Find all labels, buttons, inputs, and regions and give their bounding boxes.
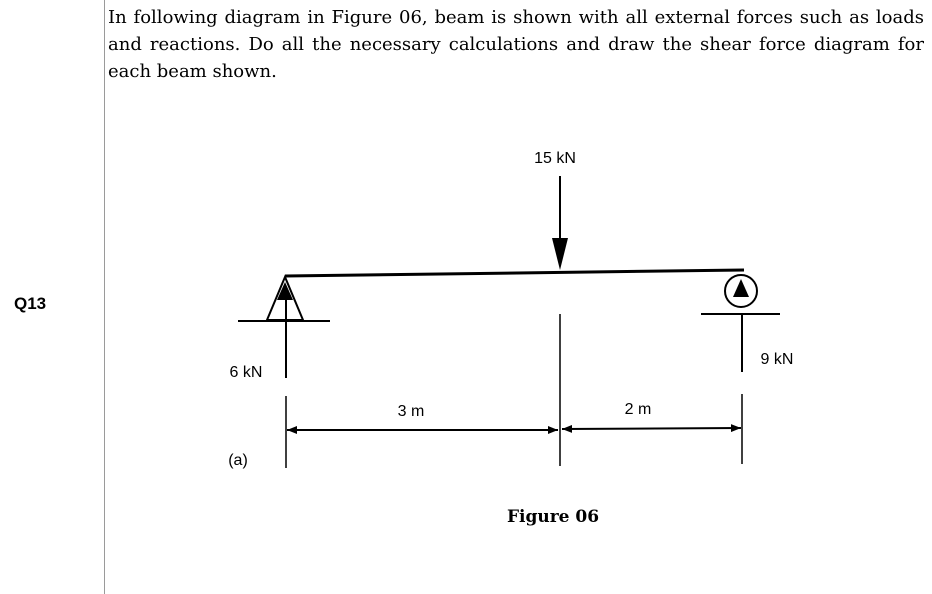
figure-caption: Figure 06 bbox=[506, 507, 600, 527]
roller-support bbox=[701, 275, 780, 314]
sub-figure-label: (a) bbox=[228, 452, 248, 469]
span-left-label: 3 m bbox=[397, 403, 425, 420]
load-label: 15 kN bbox=[534, 150, 576, 167]
span-right-label: 2 m bbox=[624, 401, 652, 418]
point-load-arrow bbox=[552, 176, 568, 270]
beam bbox=[285, 270, 744, 276]
right-reaction-label: 9 kN bbox=[760, 351, 794, 368]
left-reaction-label: 6 kN bbox=[229, 364, 263, 381]
question-text: In following diagram in Figure 06, beam is shown with all external forces such as loads and reactions. Do all the necessary calculations and draw the shear force diagram for each beam shown. bbox=[108, 7, 924, 82]
pin-support bbox=[238, 277, 330, 321]
question-number: Q13 bbox=[14, 294, 47, 313]
dimension-line-right bbox=[562, 428, 741, 429]
